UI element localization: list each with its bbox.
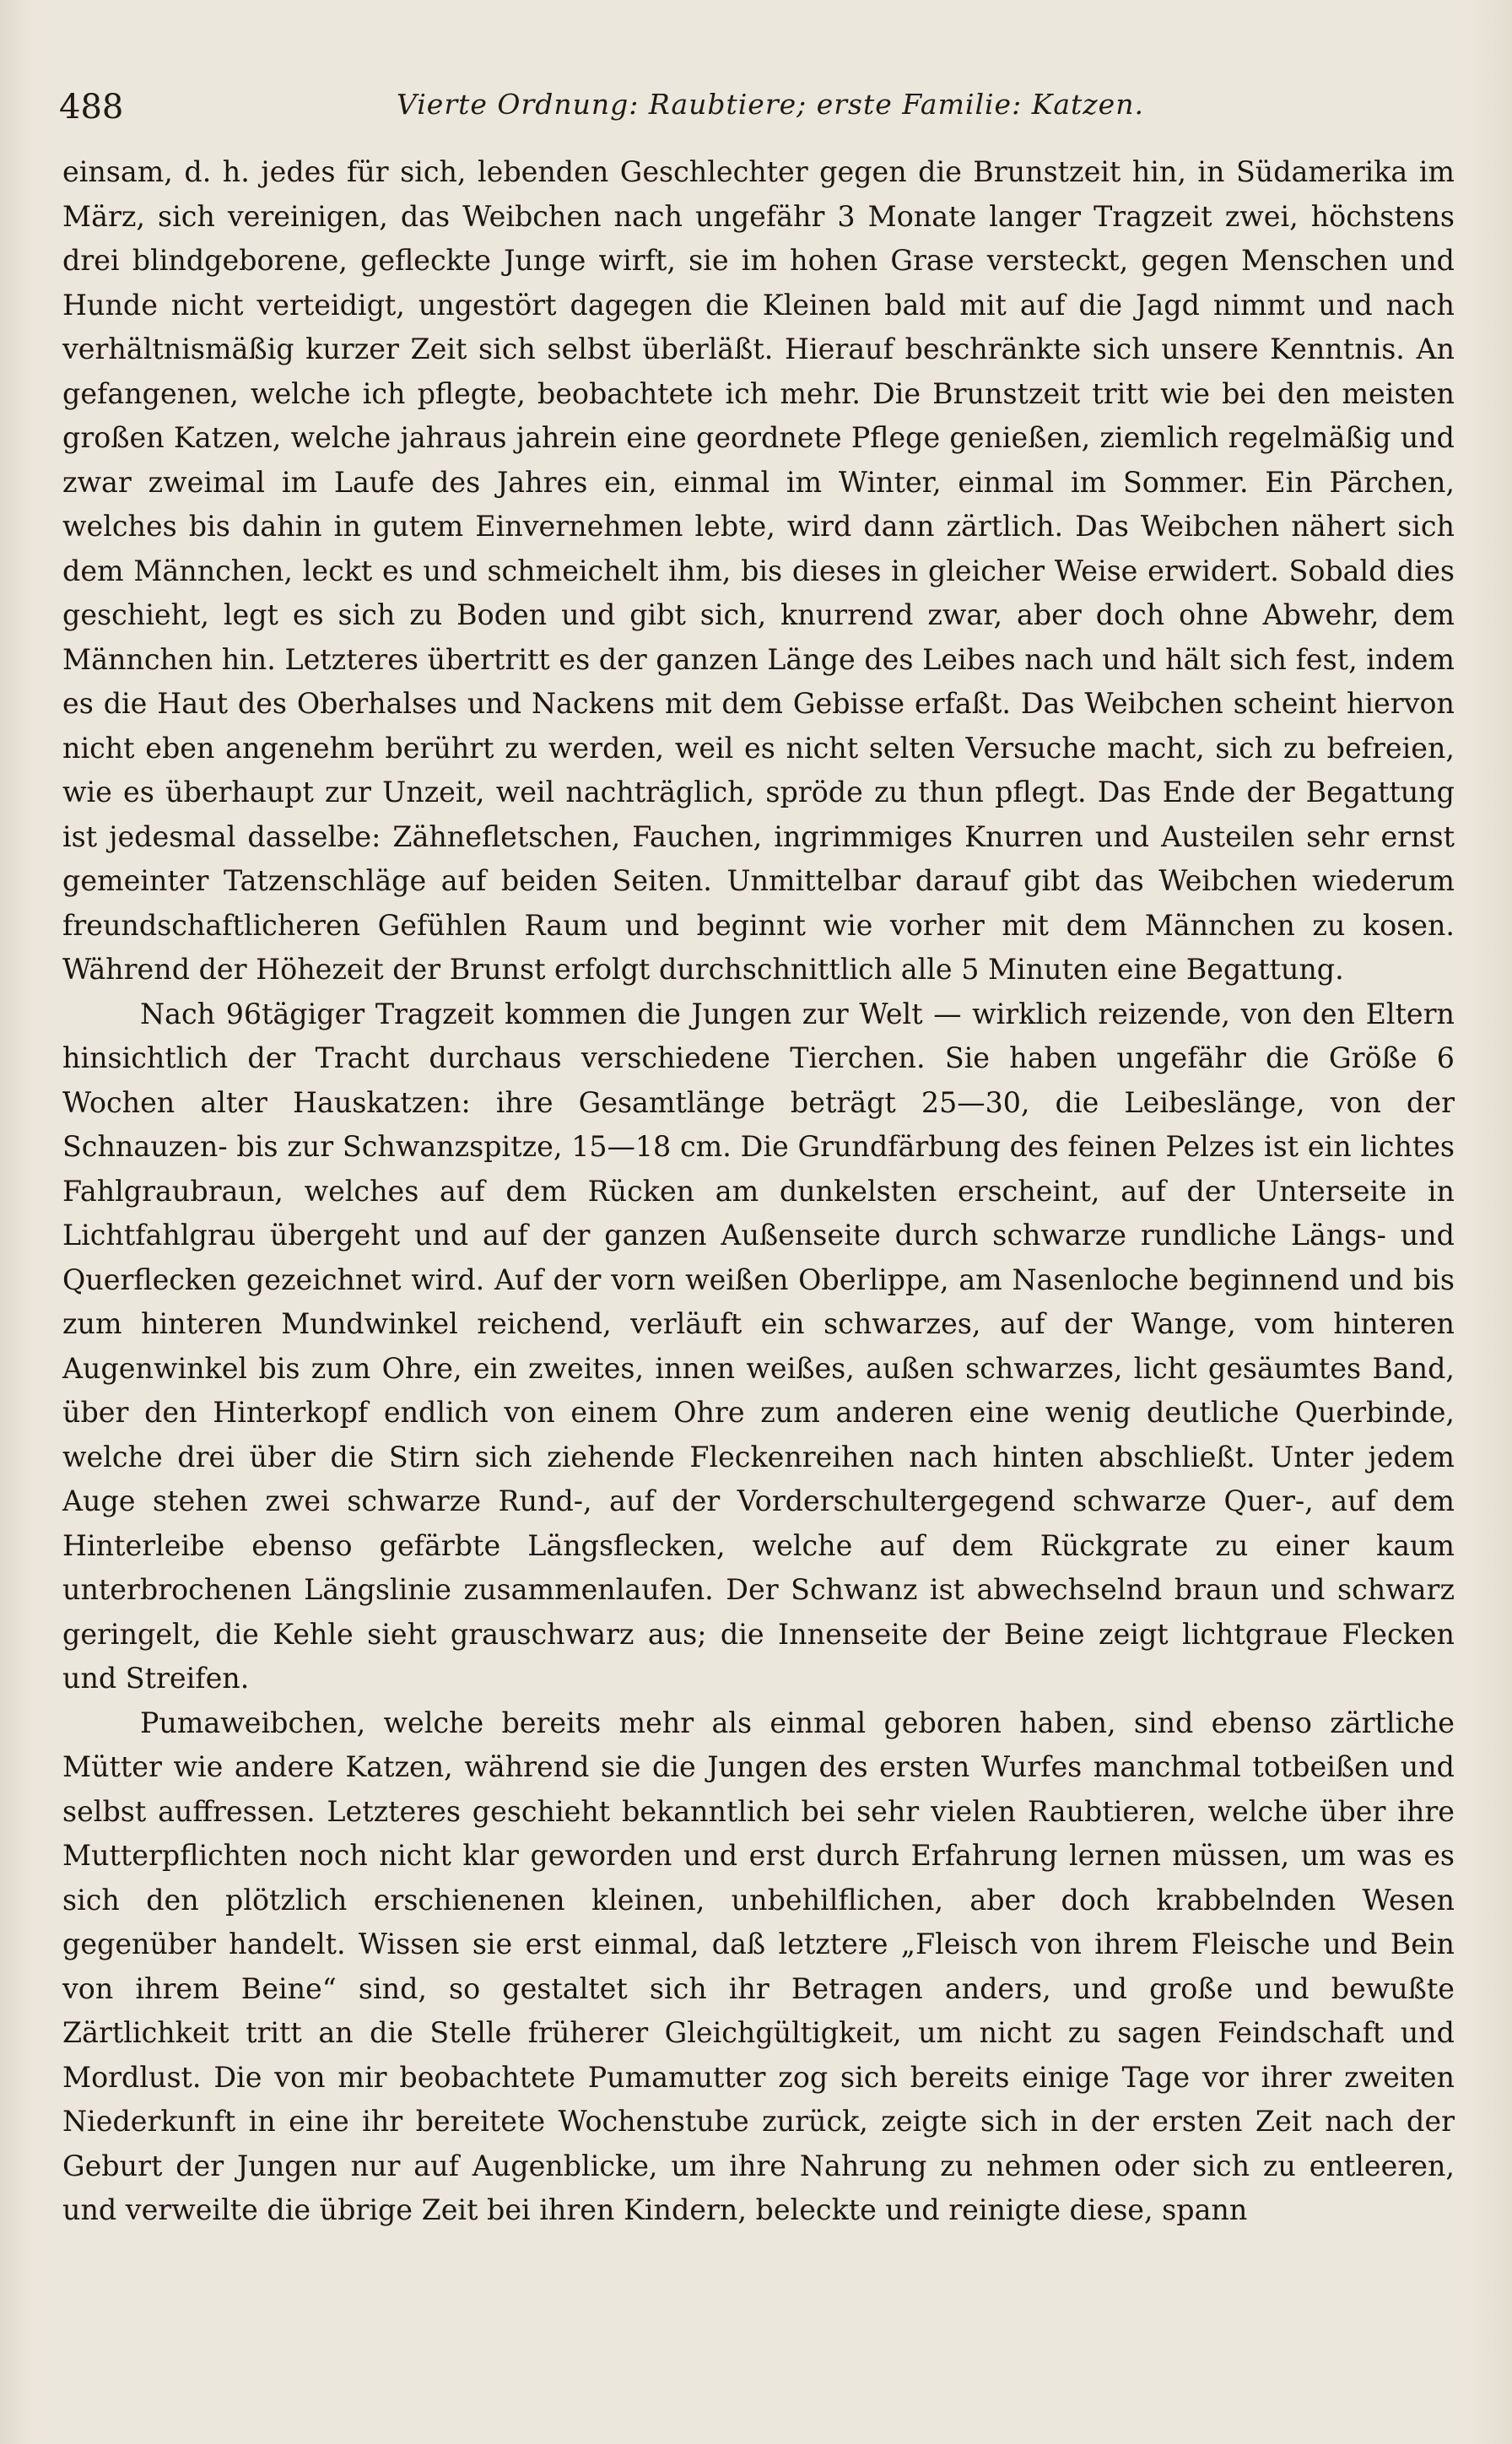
body-text (62, 150, 1455, 2233)
paragraph-3: Pumaweibchen, welche bereits mehr als einmal geboren haben, sind ebenso zärtliche Mütter wie andere Katzen, während sie die Jungen des ersten Wurfes manchmal totbeißen und selbst auffressen. Letzteres geschieht bekanntlich bei sehr vielen Raubtieren, welche über ihre Mutterpflichten noch nicht klar geworden und erst durch Erfahrung lernen müssen, um was es sich den plötzlich erschienenen kleinen, unbehilflichen, aber doch krabbelnden Wesen gegenüber handelt. Wissen sie erst einmal, daß letztere „Fleisch von ihrem Fleische und Bein von ihrem Beine“ sind, so gestaltet sich ihr Betragen anders, und große und bewußte Zärtlichkeit tritt an die Stelle früherer Gleichgültigkeit, um nicht zu sagen Feindschaft und Mordlust. Die von mir beobachtete Pumamutter zog sich bereits einige Tage vor ihrer zweiten Niederkunft in eine ihr bereitete Wochenstube zurück, zeigte sich in der ersten Zeit nach der Geburt der Jungen nur auf Augenblicke, um ihre Nahrung zu nehmen oder sich zu entleeren, und verweilte die übrige Zeit bei ihren Kindern, beleckte und reinigte diese, spann (62, 1706, 1455, 2226)
page-number: 488 (59, 88, 124, 127)
paragraph-1: einsam, d. h. jedes für sich, lebenden Geschlechter gegen die Brunstzeit hin, in Südamerika im März, sich vereinigen, das Weibchen nach ungefähr 3 Monate langer Tragzeit zwei, höchstens drei blindgeborene, gefleckte Junge wirft, sie im hohen Grase versteckt, gegen Menschen und Hunde nicht verteidigt, ungestört dagegen die Kleinen bald mit auf die Jagd nimmt und nach verhältnismäßig kurzer Zeit sich selbst überläßt. Hierauf beschränkte sich unsere Kenntnis. An gefangenen, welche ich pflegte, beobachtete ich mehr. Die Brunstzeit tritt wie bei den meisten großen Katzen, welche jahraus jahrein eine geordnete Pflege genießen, ziemlich regelmäßig und zwar zweimal im Laufe des Jahres ein, einmal im Winter, einmal im Sommer. Ein Pärchen, welches bis dahin in gutem Einvernehmen lebte, wird dann zärtlich. Das Weibchen nähert sich dem Männchen, leckt es und schmeichelt ihm, bis dieses in gleicher Weise erwidert. Sobald dies geschieht, legt es sich zu Boden und gibt sich, knurrend zwar, aber doch ohne Abwehr, dem Männchen hin. Letzteres übertritt es der ganzen Länge des Leibes nach und hält sich fest, indem es die Haut des Oberhalses und Nackens mit dem Gebisse erfaßt. Das Weibchen scheint hiervon nicht eben angenehm berührt zu werden, weil es nicht selten Versuche macht, sich zu befreien, wie es überhaupt zur Unzeit, weil nachträglich, spröde zu thun pflegt. Das Ende der Begattung ist jedesmal dasselbe: Zähnefletschen, Fauchen, ingrimmiges Knurren und Austeilen sehr ernst gemeinter Tatzenschläge auf beiden Seiten. Unmittelbar darauf gibt das Weibchen wiederum freundschaftlicheren Gefühlen Raum und beginnt wie vorher mit dem Männchen zu kosen. Während der Höhezeit der Brunst erfolgt durchschnittlich alle 5 Minuten eine Begattung. (62, 155, 1455, 986)
paragraph-2: Nach 96tägiger Tragzeit kommen die Jungen zur Welt — wirklich reizende, von den Eltern hinsichtlich der Tracht durchaus verschiedene Tierchen. Sie haben ungefähr die Größe 6 Wochen alter Hauskatzen: ihre Gesamtlänge beträgt 25—30, die Leibeslänge, von der Schnauzen- bis zur Schwanzspitze, 15—18 cm. Die Grundfärbung des feinen Pelzes ist ein lichtes Fahlgraubraun, welches auf dem Rücken am dunkelsten erscheint, auf der Unterseite in Lichtfahlgrau übergeht und auf der ganzen Außenseite durch schwarze rundliche Längs- und Querflecken gezeichnet wird. Auf der vorn weißen Oberlippe, am Nasenloche beginnend und bis zum hinteren Mundwinkel reichend, verläuft ein schwarzes, auf der Wange, vom hinteren Augenwinkel bis zum Ohre, ein zweites, innen weißes, außen schwarzes, licht gesäumtes Band, über den Hinterkopf endlich von einem Ohre zum anderen eine wenig deutliche Querbinde, welche drei über die Stirn sich ziehende Fleckenreihen nach hinten abschließt. Unter jedem Auge stehen zwei schwarze Rund-, auf der Vorderschultergegend schwarze Quer-, auf dem Hinterleibe ebenso gefärbte Längsflecken, welche auf dem Rückgrate zu einer kaum unterbrochenen Längslinie zusammenlaufen. Der Schwanz ist abwechselnd braun und schwarz geringelt, die Kehle sieht grauschwarz aus; die Innenseite der Beine zeigt lichtgraue Flecken und Streifen. (62, 997, 1455, 1695)
page-header (59, 81, 1453, 140)
running-head: Vierte Ordnung: Raubtiere; erste Familie: Katzen. (397, 88, 1144, 121)
